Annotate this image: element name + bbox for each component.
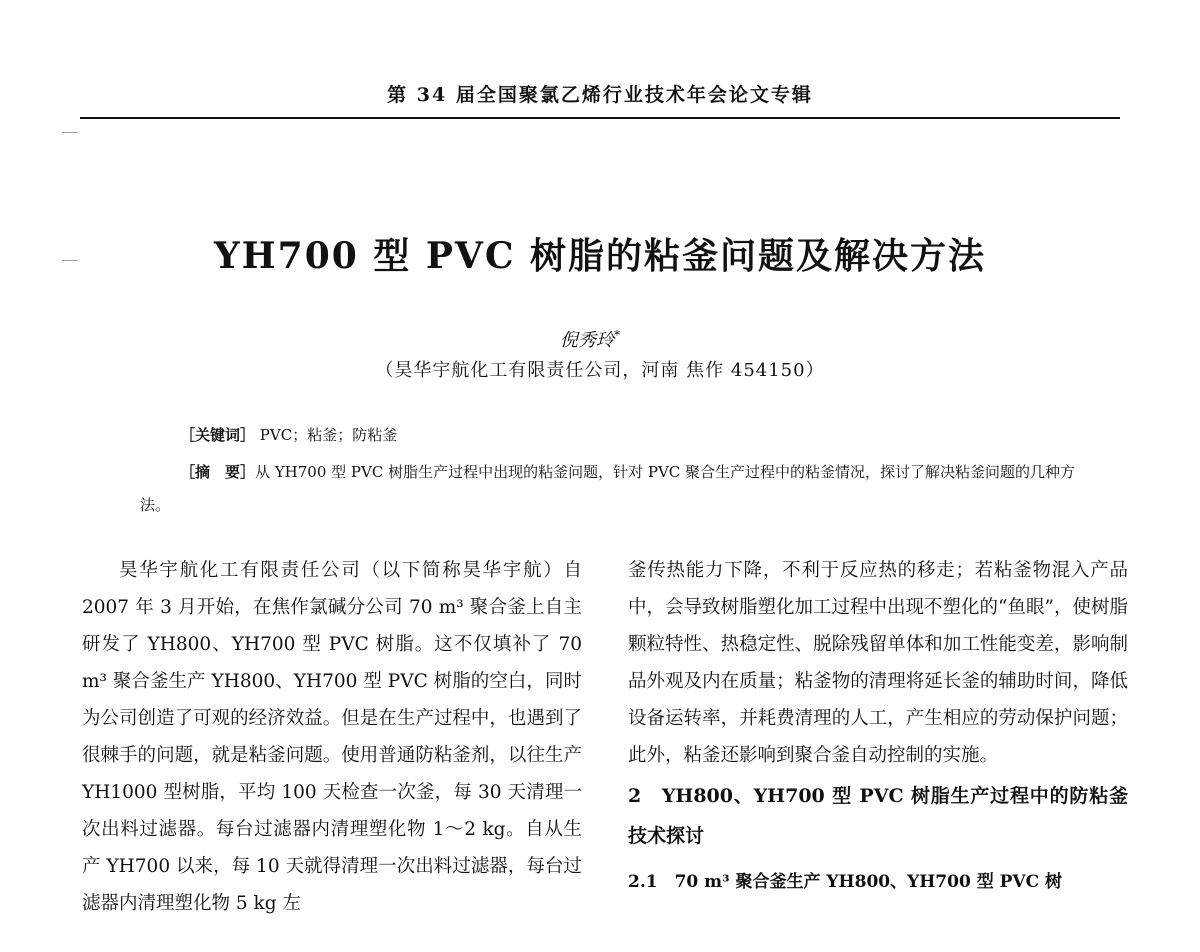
- running-header: 第 34 届全国聚氯乙烯行业技术年会论文专辑: [387, 84, 813, 106]
- abstract-block: [140, 456, 1100, 522]
- keywords-block: [180, 424, 397, 445]
- subsection-heading: 2.1 70 m³ 聚合釜生产 YH800、YH700 型 PVC 树: [628, 872, 1063, 892]
- keywords-label: ［关键词］: [180, 426, 256, 444]
- abstract-label: ［摘 要］: [180, 463, 256, 481]
- author-affiliation: （昊华宇航化工有限责任公司，河南 焦作 454150）: [375, 360, 825, 381]
- author-footnote-mark: *: [614, 328, 620, 342]
- section-heading: 2 YH800、YH700 型 PVC 树脂生产过程中的防粘釜技术探讨: [628, 785, 1128, 847]
- keywords-text: PVC；粘釜；防粘釜: [259, 426, 398, 444]
- article-title: YH700 型 PVC 树脂的粘釜问题及解决方法: [213, 235, 987, 277]
- body-left-column: [82, 552, 582, 922]
- body-paragraph: 昊华宇航化工有限责任公司（以下简称昊华宇航）自 2007 年 3 月开始，在焦作氯碱分公司 70 m³ 聚合釜上自主研发了 YH800、YH700 型 PVC 树脂。这不仅填补了 70 m³ 聚合釜生产 YH800、YH700 型 PVC 树脂的空白，同时为公司创造了可观的经济效益。但是在生产过程中，也遇到了很棘手的问题，就是粘釜问题。使用普通防粘釜剂，以往生产 YH1000 型树脂，平均 100 天检查一次釜，每 30 天清理一次出料过滤器。每台过滤器内清理塑化物 1～2 kg。自从生产 YH700 以来，每 10 天就得清理一次出料过滤器，每台过滤器内清理塑化物 5 kg 左: [82, 560, 582, 914]
- body-right-column: [628, 552, 1128, 902]
- body-paragraph: 釜传热能力下降，不利于反应热的移走；若粘釜物混入产品中，会导致树脂塑化加工过程中出现不塑化的“鱼眼”，使树脂颗粒特性、热稳定性、脱除残留单体和加工性能变差，影响制品外观及内在质量；粘釜物的清理将延长釜的辅助时间，降低设备运转率，并耗费清理的人工，产生相应的劳动保护问题；此外，粘釜还影响到聚合釜自动控制的实施。: [628, 560, 1128, 766]
- abstract-text: 从 YH700 型 PVC 树脂生产过程中出现的粘釜问题，针对 PVC 聚合生产过程中的粘釜情况，探讨了解决粘釜问题的几种方法。: [140, 463, 1076, 514]
- page-edge-mark: [62, 132, 78, 133]
- author-name: 倪秀玲: [560, 330, 614, 351]
- header-rule: [80, 117, 1120, 119]
- author-line: [560, 326, 620, 352]
